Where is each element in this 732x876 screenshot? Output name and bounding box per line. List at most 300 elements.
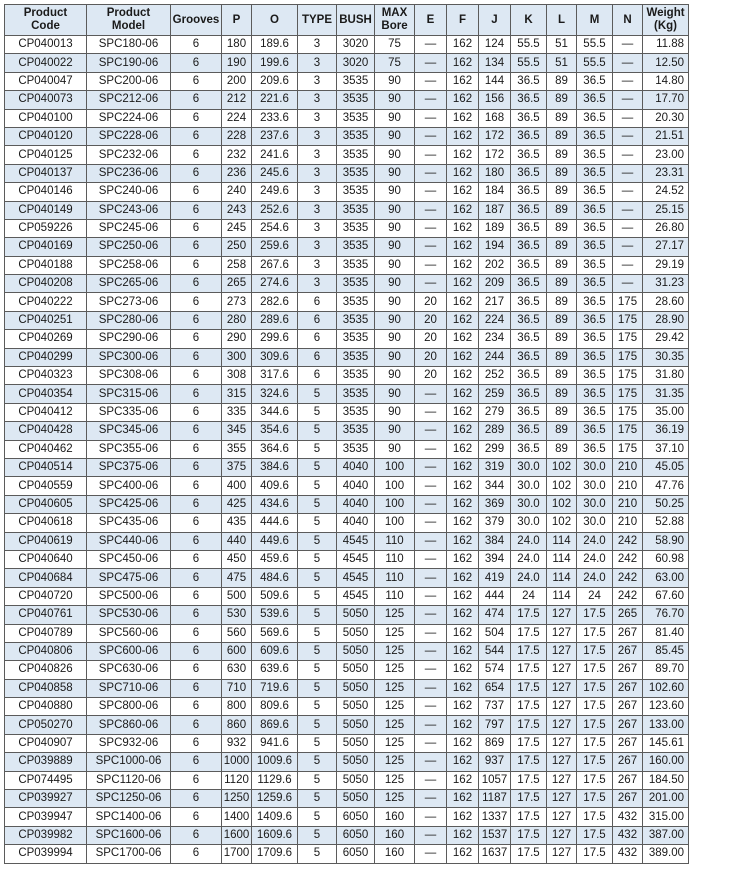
table-cell: 267: [613, 734, 643, 752]
table-cell: SPC1400-06: [87, 808, 171, 826]
table-cell: 189: [479, 219, 511, 237]
table-cell: SPC335-06: [87, 403, 171, 421]
table-cell: 90: [375, 311, 415, 329]
table-cell: 36.5: [511, 385, 547, 403]
table-cell: 1537: [479, 826, 511, 844]
table-cell: SPC1120-06: [87, 771, 171, 789]
table-cell: CP040222: [5, 293, 87, 311]
table-cell: 5050: [337, 790, 375, 808]
table-cell: 52.88: [643, 514, 689, 532]
table-cell: —: [613, 72, 643, 90]
table-cell: —: [415, 845, 447, 863]
column-header-line1: P: [232, 13, 241, 26]
table-cell: 600: [222, 642, 252, 660]
table-cell: 28.60: [643, 293, 689, 311]
table-cell: CP040251: [5, 311, 87, 329]
table-cell: 30.0: [577, 514, 613, 532]
table-cell: 3535: [337, 201, 375, 219]
table-cell: CP040619: [5, 532, 87, 550]
table-cell: 175: [613, 440, 643, 458]
table-cell: 317.6: [252, 367, 298, 385]
table-cell: SPC560-06: [87, 624, 171, 642]
table-cell: —: [415, 698, 447, 716]
table-cell: 5: [298, 385, 337, 403]
table-cell: 45.05: [643, 458, 689, 476]
table-cell: 1600: [222, 826, 252, 844]
table-cell: 17.5: [511, 771, 547, 789]
table-row: [5, 109, 689, 127]
table-cell: 175: [613, 348, 643, 366]
table-cell: 267: [613, 790, 643, 808]
table-cell: 162: [447, 330, 479, 348]
table-cell: 11.88: [643, 36, 689, 54]
table-cell: 24.0: [511, 550, 547, 568]
table-cell: —: [613, 275, 643, 293]
table-cell: 36.5: [577, 146, 613, 164]
table-cell: 162: [447, 36, 479, 54]
table-cell: 6: [171, 679, 222, 697]
table-row: [5, 753, 689, 771]
table-cell: —: [613, 54, 643, 72]
table-cell: 6: [171, 753, 222, 771]
table-cell: 36.5: [577, 440, 613, 458]
table-cell: 125: [375, 679, 415, 697]
table-cell: 36.5: [511, 311, 547, 329]
table-cell: 127: [547, 734, 577, 752]
table-body: [5, 36, 689, 864]
table-cell: CP040559: [5, 477, 87, 495]
table-cell: 30.0: [577, 458, 613, 476]
table-cell: 5: [298, 440, 337, 458]
table-cell: 36.5: [511, 348, 547, 366]
table-cell: 30.0: [511, 514, 547, 532]
table-cell: 36.5: [577, 311, 613, 329]
column-header-line1: O: [270, 13, 279, 26]
table-cell: SPC300-06: [87, 348, 171, 366]
table-cell: SPC500-06: [87, 587, 171, 605]
table-cell: 27.17: [643, 238, 689, 256]
table-cell: 4040: [337, 514, 375, 532]
table-cell: 36.5: [511, 256, 547, 274]
table-cell: 89: [547, 146, 577, 164]
table-cell: 6: [171, 54, 222, 72]
table-cell: 17.70: [643, 91, 689, 109]
table-cell: —: [415, 72, 447, 90]
table-cell: 201.00: [643, 790, 689, 808]
table-cell: 1609.6: [252, 826, 298, 844]
table-cell: 4545: [337, 569, 375, 587]
table-cell: 242: [613, 550, 643, 568]
table-cell: 6: [171, 771, 222, 789]
table-row: [5, 311, 689, 329]
table-cell: 200: [222, 72, 252, 90]
table-cell: SPC224-06: [87, 109, 171, 127]
table-cell: 242: [613, 569, 643, 587]
table-cell: SPC435-06: [87, 514, 171, 532]
table-cell: 217: [479, 293, 511, 311]
table-cell: 3: [298, 91, 337, 109]
table-cell: 162: [447, 422, 479, 440]
table-cell: 51: [547, 54, 577, 72]
table-cell: CP040640: [5, 550, 87, 568]
table-cell: 110: [375, 569, 415, 587]
table-cell: 58.90: [643, 532, 689, 550]
table-cell: 89: [547, 127, 577, 145]
column-header: [5, 5, 87, 36]
table-cell: 6: [171, 569, 222, 587]
column-header-line2: Model: [111, 20, 146, 32]
table-cell: 6050: [337, 826, 375, 844]
table-cell: 4040: [337, 495, 375, 513]
table-cell: 290: [222, 330, 252, 348]
table-cell: 6: [171, 275, 222, 293]
table-cell: 236: [222, 164, 252, 182]
table-cell: 17.5: [511, 845, 547, 863]
table-cell: 267: [613, 679, 643, 697]
table-cell: CP040073: [5, 91, 87, 109]
table-cell: 267: [613, 716, 643, 734]
table-cell: 6: [171, 716, 222, 734]
table-row: [5, 642, 689, 660]
table-cell: 3: [298, 54, 337, 72]
table-cell: CP040858: [5, 679, 87, 697]
column-header-line1: M: [589, 13, 600, 26]
table-cell: SPC265-06: [87, 275, 171, 293]
table-cell: 6: [171, 256, 222, 274]
table-cell: 30.0: [577, 477, 613, 495]
table-cell: 30.0: [511, 495, 547, 513]
table-cell: 89: [547, 330, 577, 348]
table-cell: 259.6: [252, 238, 298, 256]
table-cell: 250: [222, 238, 252, 256]
table-cell: 3535: [337, 330, 375, 348]
table-cell: 344.6: [252, 403, 298, 421]
table-cell: —: [415, 127, 447, 145]
table-cell: 28.90: [643, 311, 689, 329]
table-cell: 425: [222, 495, 252, 513]
table-cell: 17.5: [511, 606, 547, 624]
table-row: [5, 72, 689, 90]
table-cell: 36.5: [511, 164, 547, 182]
table-cell: 280: [222, 311, 252, 329]
table-cell: 1129.6: [252, 771, 298, 789]
table-cell: SPC345-06: [87, 422, 171, 440]
table-cell: 937: [479, 753, 511, 771]
table-cell: 3535: [337, 367, 375, 385]
table-cell: 50.25: [643, 495, 689, 513]
table-cell: 162: [447, 514, 479, 532]
table-cell: 224: [479, 311, 511, 329]
table-cell: 387.00: [643, 826, 689, 844]
table-cell: 17.5: [577, 790, 613, 808]
table-cell: CP040605: [5, 495, 87, 513]
table-cell: 6: [171, 550, 222, 568]
table-cell: 5: [298, 403, 337, 421]
table-cell: 5050: [337, 734, 375, 752]
table-cell: 1250: [222, 790, 252, 808]
table-cell: 35.00: [643, 403, 689, 421]
table-cell: 432: [613, 826, 643, 844]
table-cell: 234: [479, 330, 511, 348]
table-cell: 17.5: [577, 845, 613, 863]
table-cell: 869.6: [252, 716, 298, 734]
table-cell: SPC273-06: [87, 293, 171, 311]
table-cell: CP040022: [5, 54, 87, 72]
table-cell: 609.6: [252, 642, 298, 660]
table-cell: 90: [375, 367, 415, 385]
table-cell: 127: [547, 606, 577, 624]
table-cell: 941.6: [252, 734, 298, 752]
table-cell: 932: [222, 734, 252, 752]
table-cell: CP039927: [5, 790, 87, 808]
table-cell: 3535: [337, 238, 375, 256]
table-cell: 36.5: [577, 403, 613, 421]
table-cell: 5: [298, 514, 337, 532]
table-cell: CP040514: [5, 458, 87, 476]
table-row: [5, 734, 689, 752]
table-cell: 459.6: [252, 550, 298, 568]
table-cell: 232: [222, 146, 252, 164]
table-cell: CP039994: [5, 845, 87, 863]
table-cell: —: [613, 164, 643, 182]
table-cell: 17.5: [577, 624, 613, 642]
table-cell: 273: [222, 293, 252, 311]
table-cell: 17.5: [511, 642, 547, 660]
table-cell: 719.6: [252, 679, 298, 697]
table-cell: 1337: [479, 808, 511, 826]
table-cell: 319: [479, 458, 511, 476]
table-cell: 24.0: [577, 532, 613, 550]
table-cell: —: [415, 790, 447, 808]
table-cell: 3020: [337, 36, 375, 54]
table-cell: 375: [222, 458, 252, 476]
table-cell: SPC250-06: [87, 238, 171, 256]
table-cell: CP040269: [5, 330, 87, 348]
table-cell: 315: [222, 385, 252, 403]
table-row: [5, 54, 689, 72]
table-cell: 252: [479, 367, 511, 385]
table-cell: 90: [375, 127, 415, 145]
table-cell: —: [415, 550, 447, 568]
table-cell: 254.6: [252, 219, 298, 237]
table-cell: 114: [547, 587, 577, 605]
header-row: [5, 5, 689, 36]
table-cell: 36.5: [577, 72, 613, 90]
table-row: [5, 164, 689, 182]
table-cell: 36.5: [511, 109, 547, 127]
table-cell: 6: [171, 845, 222, 863]
table-cell: 3: [298, 183, 337, 201]
table-cell: 5: [298, 458, 337, 476]
table-cell: 100: [375, 514, 415, 532]
table-cell: 75: [375, 54, 415, 72]
table-cell: 6: [171, 826, 222, 844]
table-cell: CP040826: [5, 661, 87, 679]
table-cell: 3535: [337, 256, 375, 274]
table-cell: 6: [171, 587, 222, 605]
table-cell: 133.00: [643, 716, 689, 734]
table-cell: 172: [479, 127, 511, 145]
table-cell: —: [415, 36, 447, 54]
table-cell: CP040137: [5, 164, 87, 182]
table-cell: 31.80: [643, 367, 689, 385]
table-cell: 6: [171, 514, 222, 532]
table-row: [5, 330, 689, 348]
table-cell: CP050270: [5, 716, 87, 734]
table-cell: 100: [375, 477, 415, 495]
column-header-line2: Bore: [381, 20, 408, 32]
table-cell: 1709.6: [252, 845, 298, 863]
table-cell: CP040149: [5, 201, 87, 219]
table-cell: 30.0: [511, 458, 547, 476]
table-cell: 90: [375, 238, 415, 256]
table-cell: 4545: [337, 587, 375, 605]
table-cell: —: [613, 146, 643, 164]
table-cell: 299.6: [252, 330, 298, 348]
table-cell: CP040806: [5, 642, 87, 660]
table-cell: 36.5: [511, 201, 547, 219]
table-cell: —: [613, 238, 643, 256]
column-header-line2: (Kg): [654, 20, 677, 32]
table-cell: 20: [415, 348, 447, 366]
table-cell: 444.6: [252, 514, 298, 532]
table-cell: CP040323: [5, 367, 87, 385]
table-cell: 6: [171, 348, 222, 366]
table-cell: —: [415, 440, 447, 458]
table-cell: 125: [375, 716, 415, 734]
table-cell: 6: [171, 495, 222, 513]
table-cell: 175: [613, 311, 643, 329]
table-cell: 3535: [337, 164, 375, 182]
table-cell: 90: [375, 403, 415, 421]
table-cell: 90: [375, 422, 415, 440]
table-cell: 17.5: [577, 698, 613, 716]
table-cell: 17.5: [511, 679, 547, 697]
table-cell: 156: [479, 91, 511, 109]
table-cell: 324.6: [252, 385, 298, 403]
table-cell: 89: [547, 72, 577, 90]
table-cell: 85.45: [643, 642, 689, 660]
table-cell: 160.00: [643, 753, 689, 771]
table-cell: 175: [613, 293, 643, 311]
table-cell: 5: [298, 661, 337, 679]
table-cell: 5: [298, 826, 337, 844]
column-header-line1: Grooves: [172, 13, 220, 26]
table-cell: SPC400-06: [87, 477, 171, 495]
table-cell: SPC200-06: [87, 72, 171, 90]
table-cell: 162: [447, 826, 479, 844]
table-cell: 233.6: [252, 109, 298, 127]
table-cell: 475: [222, 569, 252, 587]
table-cell: SPC860-06: [87, 716, 171, 734]
table-cell: CP040125: [5, 146, 87, 164]
table-cell: 5: [298, 808, 337, 826]
table-cell: 90: [375, 91, 415, 109]
table-cell: 36.5: [511, 275, 547, 293]
table-cell: —: [415, 238, 447, 256]
column-header: [577, 5, 613, 36]
table-cell: 162: [447, 367, 479, 385]
table-cell: 3020: [337, 54, 375, 72]
table-cell: —: [415, 606, 447, 624]
table-cell: —: [613, 36, 643, 54]
table-cell: 237.6: [252, 127, 298, 145]
table-cell: 89: [547, 440, 577, 458]
table-cell: 1400: [222, 808, 252, 826]
table-cell: 265: [222, 275, 252, 293]
table-cell: 308: [222, 367, 252, 385]
table-cell: 3: [298, 146, 337, 164]
table-cell: 400: [222, 477, 252, 495]
table-cell: 20: [415, 330, 447, 348]
table-cell: 162: [447, 440, 479, 458]
table-cell: 1187: [479, 790, 511, 808]
table-cell: 175: [613, 330, 643, 348]
table-cell: 3535: [337, 127, 375, 145]
table-cell: 6: [171, 477, 222, 495]
table-cell: —: [415, 661, 447, 679]
table-cell: 36.5: [577, 91, 613, 109]
table-row: [5, 771, 689, 789]
table-row: [5, 698, 689, 716]
table-cell: SPC236-06: [87, 164, 171, 182]
table-cell: 102: [547, 514, 577, 532]
table-cell: 162: [447, 477, 479, 495]
table-cell: CP074495: [5, 771, 87, 789]
table-cell: 3535: [337, 385, 375, 403]
table-cell: 210: [613, 514, 643, 532]
table-cell: 5: [298, 495, 337, 513]
table-cell: 300: [222, 348, 252, 366]
column-header-line1: K: [524, 13, 533, 26]
table-cell: 21.51: [643, 127, 689, 145]
table-row: [5, 845, 689, 863]
column-header: [87, 5, 171, 36]
table-cell: 125: [375, 753, 415, 771]
column-header: [375, 5, 415, 36]
table-cell: 6: [171, 72, 222, 90]
column-header: [613, 5, 643, 36]
table-cell: 26.80: [643, 219, 689, 237]
table-cell: —: [613, 201, 643, 219]
table-cell: 6: [171, 293, 222, 311]
table-cell: 504: [479, 624, 511, 642]
table-cell: 36.5: [511, 127, 547, 145]
table-cell: 89: [547, 348, 577, 366]
table-cell: 160: [375, 845, 415, 863]
table-cell: SPC710-06: [87, 679, 171, 697]
table-cell: 162: [447, 569, 479, 587]
table-cell: 125: [375, 790, 415, 808]
table-cell: —: [415, 201, 447, 219]
table-cell: 36.5: [577, 219, 613, 237]
table-cell: 36.5: [577, 127, 613, 145]
table-cell: 24.0: [577, 569, 613, 587]
table-cell: 31.23: [643, 275, 689, 293]
table-row: [5, 275, 689, 293]
table-cell: SPC290-06: [87, 330, 171, 348]
table-cell: CP059226: [5, 219, 87, 237]
table-cell: 110: [375, 532, 415, 550]
table-cell: 315.00: [643, 808, 689, 826]
table-row: [5, 348, 689, 366]
table-cell: 6: [171, 164, 222, 182]
table-cell: SPC243-06: [87, 201, 171, 219]
table-cell: 17.5: [511, 790, 547, 808]
table-cell: —: [415, 219, 447, 237]
table-cell: 210: [613, 477, 643, 495]
table-cell: CP040684: [5, 569, 87, 587]
